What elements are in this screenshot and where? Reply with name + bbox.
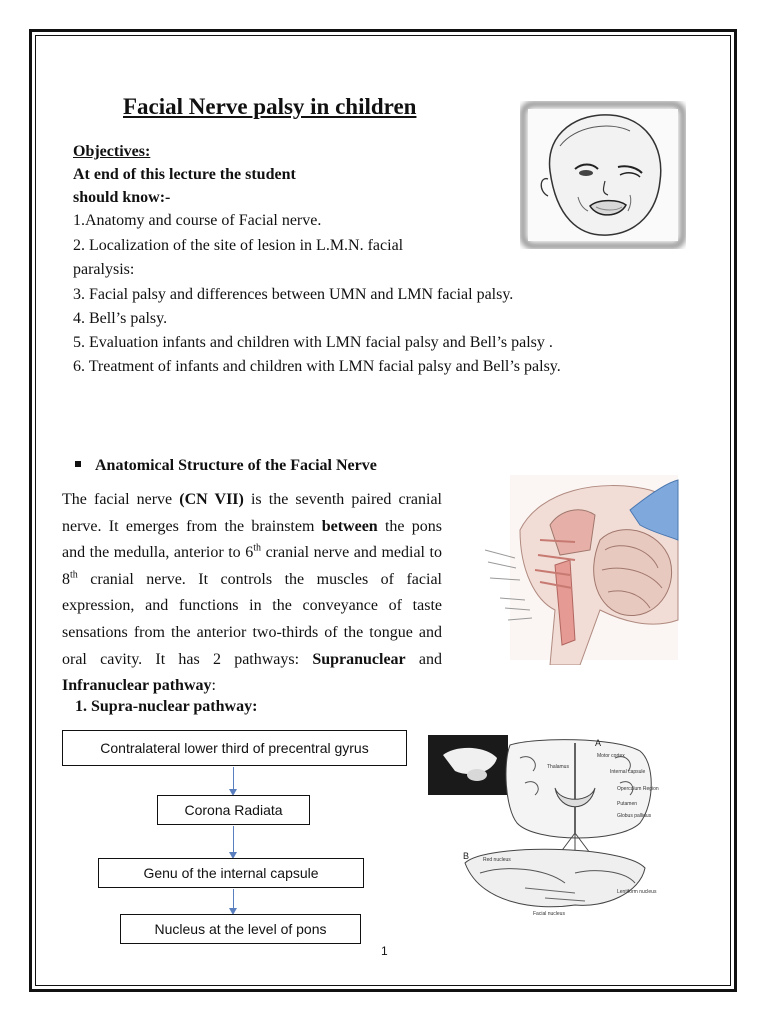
fig-label-red-nucleus: Red nucleus xyxy=(483,857,511,863)
objective-item: 5. Evaluation infants and children with LMN facial palsy and Bell’s palsy . xyxy=(73,334,553,351)
flowchart-box-internal-capsule: Genu of the internal capsule xyxy=(98,858,364,888)
supranuclear-pathway-heading: 1. Supra-nuclear pathway: xyxy=(75,698,258,715)
flowchart-box-corona-radiata: Corona Radiata xyxy=(157,795,310,825)
objective-item: 3. Facial palsy and differences between UMN and LMN facial palsy. xyxy=(73,286,514,303)
objectives-intro-line-1: At end of this lecture the student xyxy=(73,166,296,183)
brainstem-sagittal-illustration xyxy=(480,470,680,665)
flowchart-box-precentral-gyrus: Contralateral lower third of precentral gyrus xyxy=(62,730,407,766)
objective-item: 1.Anatomy and course of Facial nerve. xyxy=(73,212,322,229)
page-number: 1 xyxy=(381,944,388,958)
objectives-heading: Objectives: xyxy=(73,143,151,160)
objective-item: 2. Localization of the site of lesion in L.M.N. facial xyxy=(73,237,404,254)
fig-label-motor-cortex: Motor cortex xyxy=(597,753,625,759)
brain-coronal-section-illustration xyxy=(425,733,660,918)
fig-label-a: A xyxy=(595,738,602,748)
fig-label-internal-capsule: Internal capsule xyxy=(610,769,646,775)
flow-arrow-line xyxy=(233,767,234,790)
facial-nerve-paragraph: The facial nerve (CN VII) is the seventh paired cranial nerve. It emerges from the brainstem between the pons and the medulla, anterior to 6th cranial nerve and medial to 8th cranial nerve. It controls the muscles of facial expression, and functions in the conveyance of taste sensations from the anterior two-thirds of the tongue and oral cavity. It has 2 pathways: Supranuclear and Infranuclear pathway: xyxy=(62,491,443,695)
flowchart-box-pons-nucleus: Nucleus at the level of pons xyxy=(120,914,361,944)
section-heading xyxy=(75,457,377,475)
flow-arrow-line xyxy=(233,889,234,909)
fig-label-lentiform: Lentiform nucleus xyxy=(617,889,657,895)
objectives-intro-line-2: should know:- xyxy=(73,189,171,206)
fig-label-facial-nucleus: Facial nucleus xyxy=(533,911,565,917)
fig-label-operculum: Operculum Region xyxy=(617,786,659,792)
section-heading-text: Anatomical Structure of the Facial Nerve xyxy=(95,457,377,474)
objective-item: 6. Treatment of infants and children with LMN facial palsy and Bell’s palsy. xyxy=(73,358,561,375)
fig-label-putamen: Putamen xyxy=(617,801,638,807)
page-title: Facial Nerve palsy in children xyxy=(123,94,417,119)
bullet-square-icon xyxy=(75,461,81,467)
fig-label-b: B xyxy=(463,851,470,861)
fig-label-globus: Globus pallidus xyxy=(617,813,652,819)
flow-arrow-line xyxy=(233,826,234,853)
objective-item: paralysis: xyxy=(73,261,135,278)
baby-face-illustration xyxy=(520,101,686,249)
objective-item: 4. Bell’s palsy. xyxy=(73,310,168,327)
fig-label-thalamus: Thalamus xyxy=(547,764,569,770)
